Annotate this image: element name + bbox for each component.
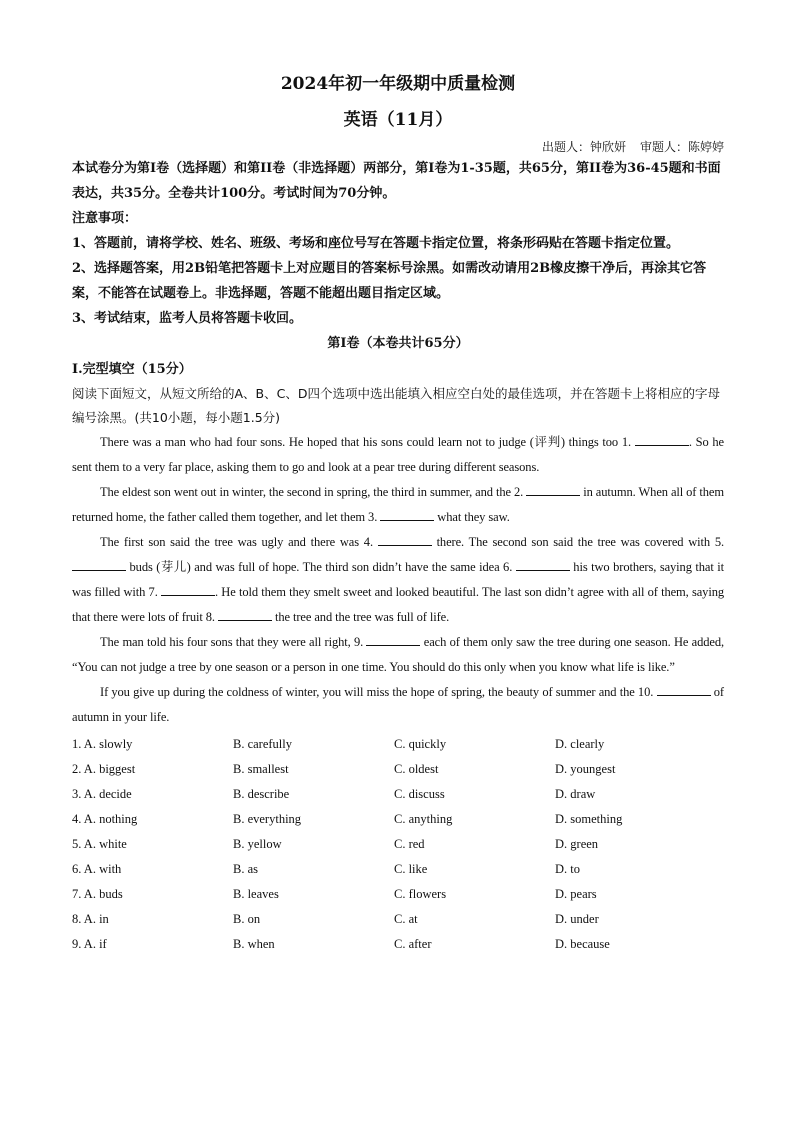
blank-5: [72, 556, 126, 571]
option-row: 7. A. buds B. leaves C. flowers D. pears: [72, 887, 597, 901]
blank-4: [378, 531, 432, 546]
blank-2: [526, 481, 580, 496]
exam-title: 2024年初一年级期中质量检测: [280, 74, 516, 94]
option-row: 6. A. with B. as C. like D. to: [72, 862, 580, 876]
blank-10: [657, 681, 711, 696]
passage-paragraph: The first son said the tree was ugly and there was 4. there. The second son said the tree was covered with 5. buds (芽儿) and was full of hope. The third son didn’t have the same idea 6. his two brothers, saying that it was filled with 7. . He told them they smelt sweet and looked beautiful. The last son didn’t agree with all of them, saying that there were lots of fruit 8. the tree and the tree was full of life.: [72, 530, 724, 630]
passage-paragraph: There was a man who had four sons. He hoped that his sons could learn not to judge (评判) things too 1. . So he sent them to a very far place, asking them to go and look at a pear tree during different seasons.: [72, 430, 724, 480]
option-row: 1. A. slowly B. carefully C. quickly D. clearly: [72, 737, 605, 751]
section-1-title: 第I卷（本卷共计65分）: [327, 336, 469, 351]
option-row: 5. A. white B. yellow C. red D. green: [72, 837, 599, 851]
cloze-passage: [72, 430, 724, 730]
passage-paragraph: If you give up during the coldness of winter, you will miss the hope of spring, the beauty of summer and the 10. of autumn in your life.: [72, 680, 724, 730]
part-1-instructions: 阅读下面短文，从短文所给的A、B、C、D四个选项中选出能填入相应空白处的最佳选项，并在答题卡上将相应的字母编号涂黑。(共10小题，每小题1.5分): [72, 386, 720, 425]
blank-3: [380, 506, 434, 521]
option-row: 3. A. decide B. describe C. discuss D. draw: [72, 787, 596, 801]
passage-paragraph: The eldest son went out in winter, the second in spring, the third in summer, and the 2. in autumn. When all of them returned home, the father called them together, and let them 3. what they saw.: [72, 480, 724, 530]
blank-9: [366, 631, 420, 646]
part-1-title: I.完型填空（15分）: [72, 362, 192, 377]
option-row: 9. A. if B. when C. after D. because: [72, 937, 610, 951]
setter-label: 出题人：钟欣妍: [541, 140, 626, 154]
exam-subtitle: 英语（11月）: [343, 110, 453, 130]
exam-page: [72, 70, 724, 957]
blank-1: [635, 431, 689, 446]
exam-structure-note: 本试卷分为第I卷（选择题）和第II卷（非选择题）两部分，第I卷为1-35题，共65分，第II卷为36-45题和书面表达，共35分。全卷共计100分。考试时间为70分钟。: [72, 161, 721, 201]
note-2: 2、选择题答案，用2B铅笔把答题卡上对应题目的答案标号涂黑。如需改动请用2B橡皮擦干净后，再涂其它答案，不能答在试题卷上。非选择题，答题不能超出题目指定区域。: [72, 261, 707, 301]
option-row: 2. A. biggest B. smallest C. oldest D. youngest: [72, 762, 616, 776]
blank-8: [218, 606, 272, 621]
option-row: 8. A. in B. on C. at D. under: [72, 912, 599, 926]
blank-7: [161, 581, 215, 596]
reviewer-label: 审题人：陈婷婷: [639, 140, 724, 154]
answer-options: [72, 732, 724, 957]
passage-paragraph: The man told his four sons that they were all right, 9. each of them only saw the tree during one season. He added, “You can not judge a tree by one season or a person in one time. You should do this only when you know what life is like.”: [72, 630, 724, 680]
note-1: 1、答题前，请将学校、姓名、班级、考场和座位号写在答题卡指定位置，将条形码贴在答题卡指定位置。: [72, 236, 680, 251]
note-3: 3、考试结束，监考人员将答题卡收回。: [72, 311, 303, 326]
notes-title: 注意事项：: [72, 211, 138, 226]
option-row: 4. A. nothing B. everything C. anything D. something: [72, 812, 623, 826]
exam-authors: [72, 138, 724, 156]
blank-6: [516, 556, 570, 571]
